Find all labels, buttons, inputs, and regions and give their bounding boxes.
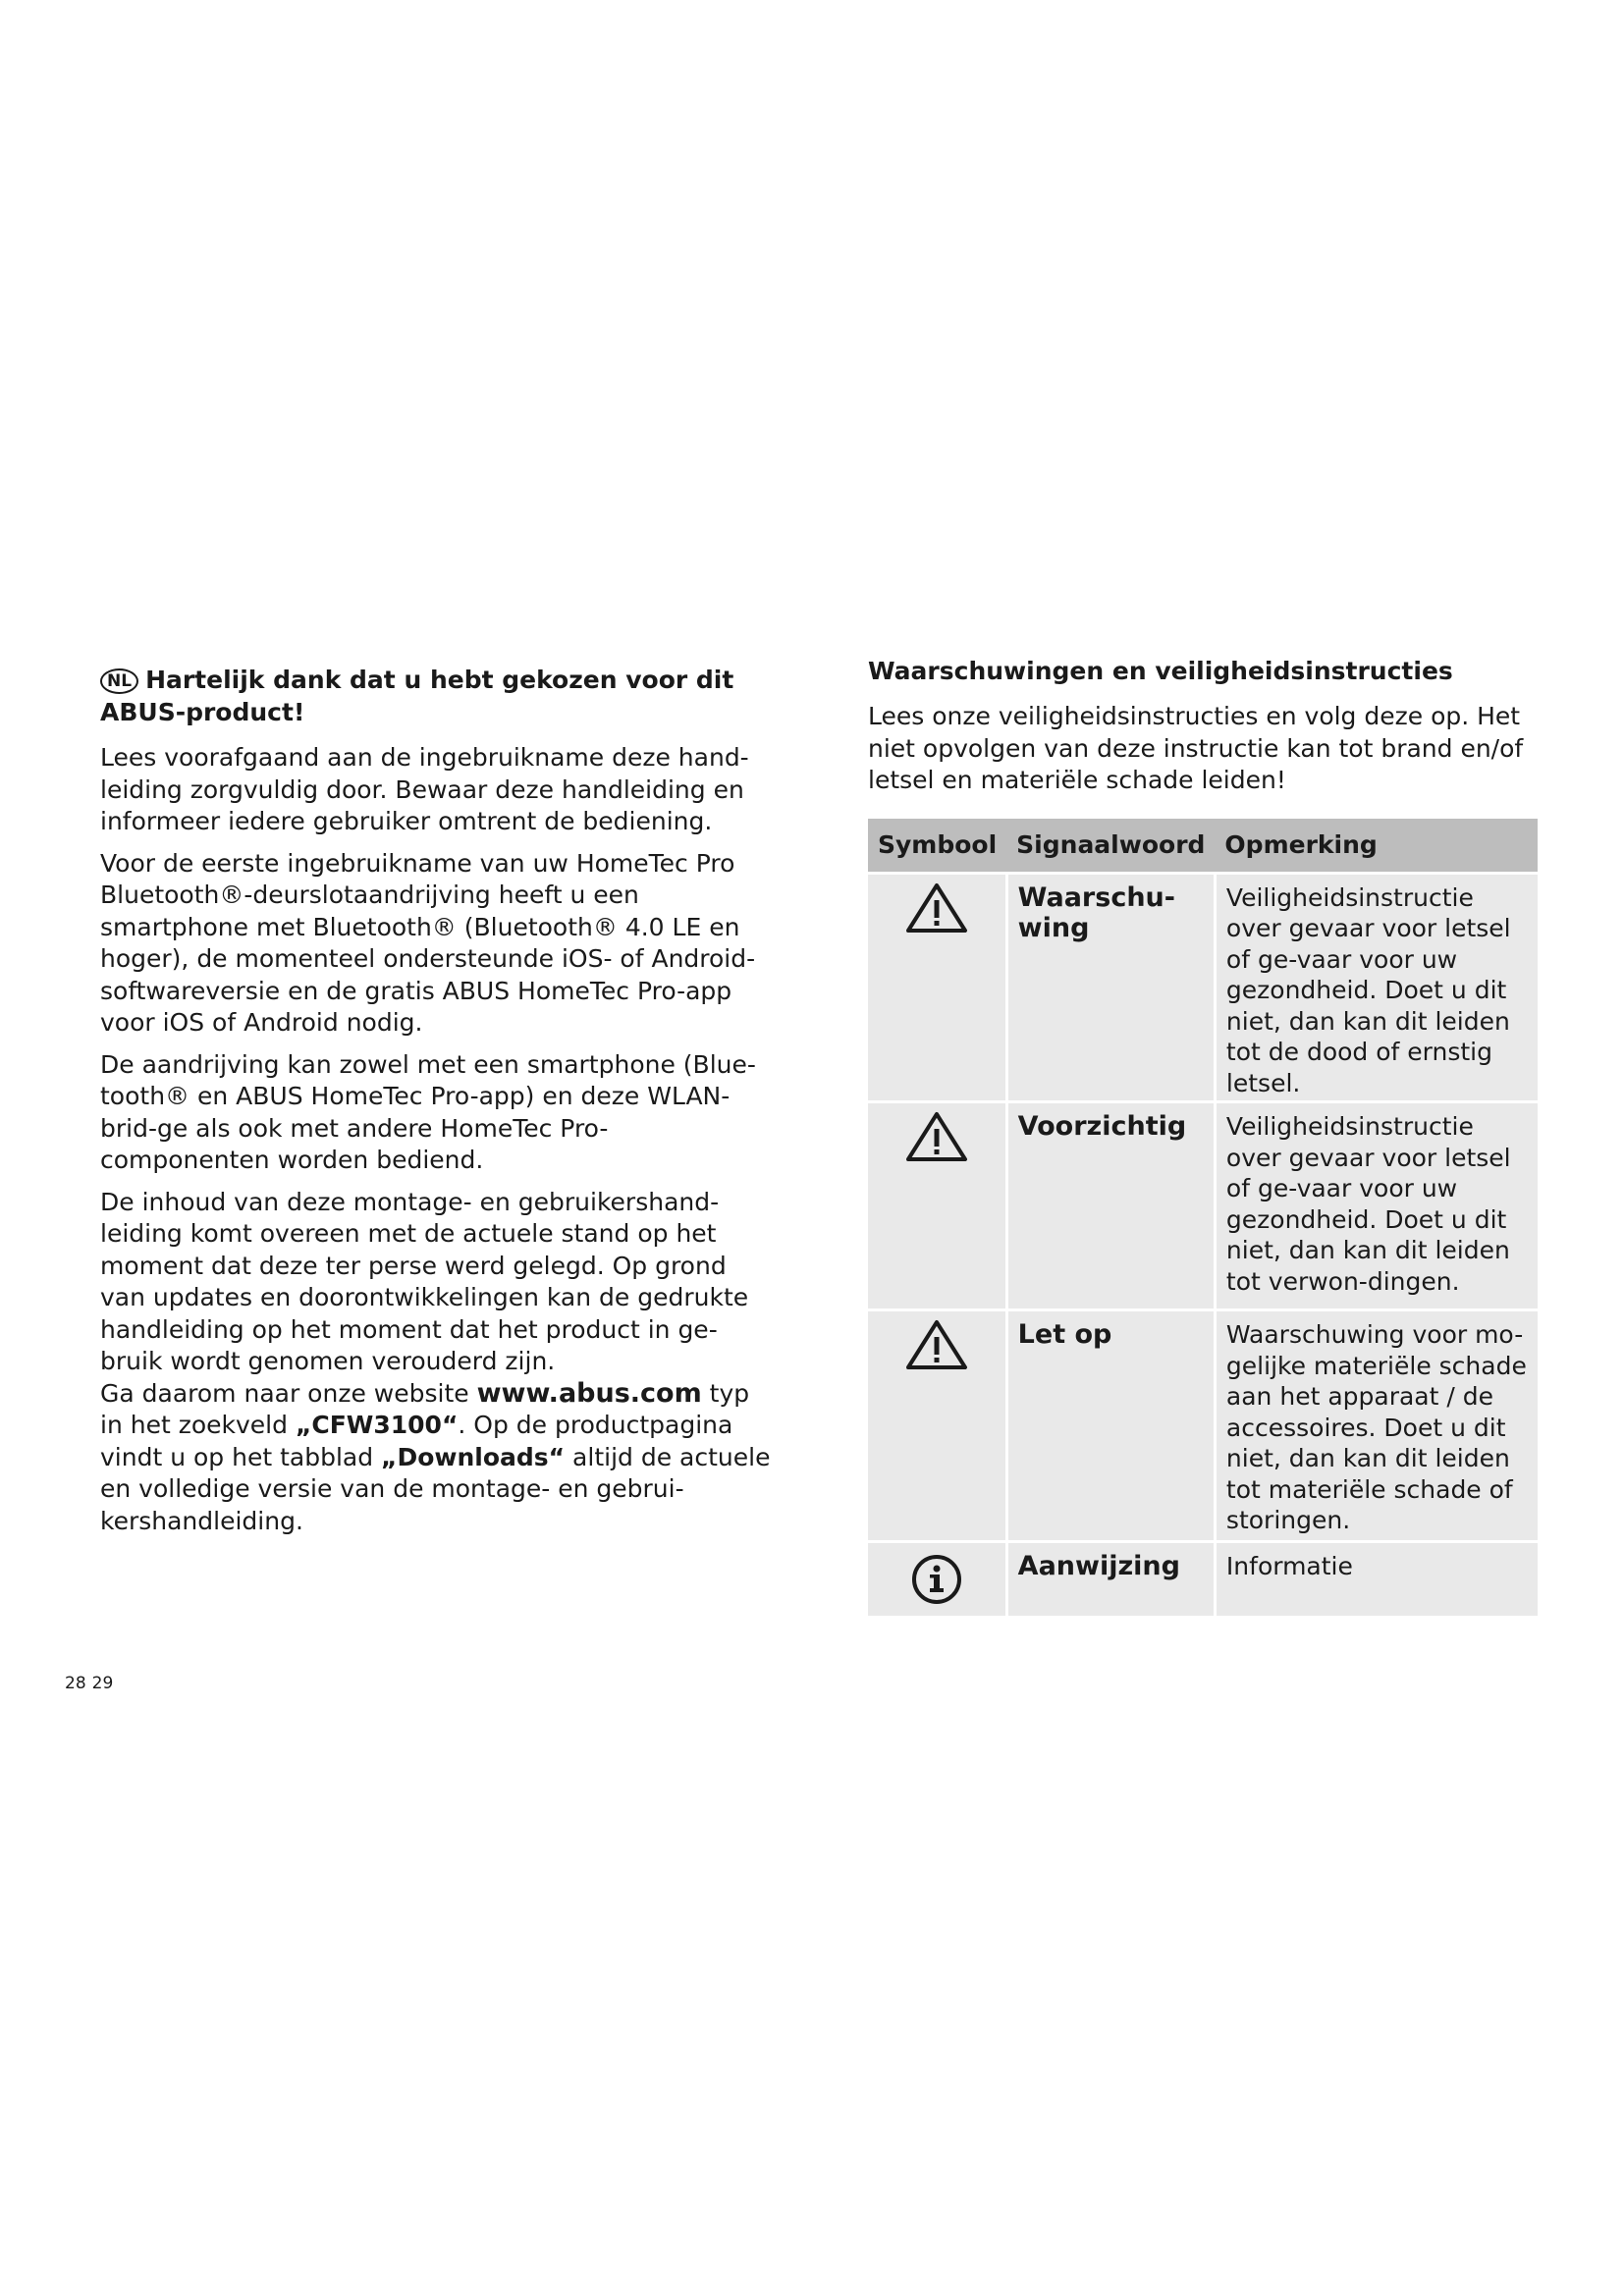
downloads-tab-name: „Downloads“ [381, 1442, 566, 1471]
product-code: „CFW3100“ [295, 1411, 459, 1439]
symbol-cell [868, 873, 1006, 1102]
website-link[interactable]: www.abus.com [476, 1377, 702, 1409]
warning-triangle-icon [905, 1111, 968, 1162]
signal-word: Voorzichtig [1006, 1102, 1215, 1310]
page-numbers [65, 1674, 119, 1693]
remark: Veiligheidsinstructie over gevaar voor letsel of ge-vaar voor uw gezondheid. Doet u dit niet, dan kan dit leiden tot verwon-dingen. [1215, 1102, 1538, 1310]
intro-paragraph-2: Voor de eerste ingebruikname van uw HomeTec Pro Bluetooth®-deurslotaandrijving heeft u een smartphone met Bluetooth® (Bluetooth® 4.0 LE en hoger), de momenteel ondersteunde iOS- of Android-softwareversie en de gratis ABUS HomeTec Pro-app voor iOS of Android nodig. [100, 848, 756, 1037]
search-text: typ in het zoekveld [100, 1378, 750, 1439]
warning-triangle-icon [905, 1319, 968, 1370]
intro-column [100, 664, 778, 1547]
symbol-cell [868, 1310, 1006, 1542]
remark: Informatie [1215, 1542, 1538, 1616]
website-text: Ga daarom naar onze website [100, 1378, 477, 1408]
table-row [868, 1102, 1538, 1310]
header-remark: Opmerking [1215, 819, 1538, 874]
safety-table [868, 819, 1538, 1616]
signal-word: Waarschu-wing [1006, 873, 1215, 1102]
symbol-cell [868, 1542, 1006, 1616]
table-row [868, 873, 1538, 1102]
intro-paragraph-1: Lees voorafgaand aan de ingebruikname deze hand-leiding zorgvuldig door. Bewaar deze handleiding en informeer iedere gebruiker omtrent de bediening. [100, 743, 749, 835]
remark: Veiligheidsinstructie over gevaar voor letsel of ge-vaar voor uw gezondheid. Doet u dit niet, dan kan dit leiden tot de dood of ernstig letsel. [1215, 873, 1538, 1102]
header-symbol: Symbool [868, 819, 1006, 874]
intro-paragraph-3: De aandrijving kan zowel met een smartphone (Blue-tooth® en ABUS HomeTec Pro-app) en deze WLAN-brid-ge als ook met andere HomeTec Pro-componenten worden bediend. [100, 1049, 756, 1174]
table-header-row [868, 819, 1538, 874]
language-badge: NL [100, 668, 138, 694]
signal-word: Aanwijzing [1006, 1542, 1215, 1616]
safety-intro: Lees onze veiligheidsinstructies en volg deze op. Het niet opvolgen van deze instructie kan tot brand en/of letsel en materiële schade leiden! [868, 702, 1524, 794]
table-row [868, 1310, 1538, 1542]
warning-triangle-icon [905, 882, 968, 934]
intro-heading-text: Hartelijk dank dat u hebt gekozen voor dit ABUS-product! [100, 666, 734, 726]
intro-heading [100, 664, 778, 728]
safety-title: Waarschuwingen en veiligheidsinstructies [868, 657, 1453, 685]
info-circle-icon [910, 1553, 963, 1606]
header-signal: Signaalwoord [1006, 819, 1215, 874]
safety-column [868, 656, 1545, 1616]
table-row [868, 1542, 1538, 1616]
symbol-cell [868, 1102, 1006, 1310]
remark: Waarschuwing voor mo-gelijke materiële schade aan het apparaat / de accessoires. Doet u dit niet, dan kan dit leiden tot materiële schade of storingen. [1215, 1310, 1538, 1542]
intro-paragraph-5 [100, 1378, 778, 1538]
intro-paragraph-4: De inhoud van deze montage- en gebruikershand-leiding komt overeen met de actuele stand op het moment dat deze ter perse werd gelegd. Op grond van updates en doorontwikkelingen kan de gedrukte handleiding op het moment dat het product in ge-bruik wordt genomen verouderd zijn. [100, 1187, 749, 1375]
page-number-left: 28 [65, 1674, 86, 1693]
page-number-right: 29 [91, 1674, 114, 1693]
productpage-text: . Op de productpagina vindt u op het tabblad [100, 1411, 733, 1471]
signal-word: Let op [1006, 1310, 1215, 1542]
manual-text: altijd de actuele en volledige versie van de montage- en gebrui-kershandleiding. [100, 1442, 771, 1535]
